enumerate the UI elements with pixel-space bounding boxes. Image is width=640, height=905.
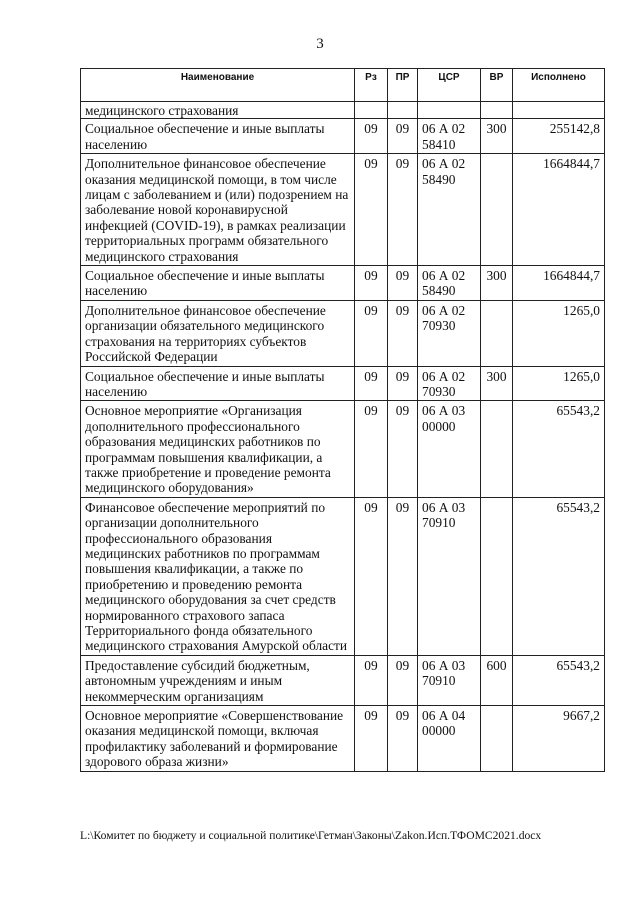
- header-name: Наименование: [81, 69, 355, 102]
- table-row: [81, 366, 605, 401]
- row-name-cell: Основное мероприятие «Совершенствование оказания медицинской помощи, включая профилактику заболеваний и формирование здорового образа жизни»: [81, 706, 355, 772]
- row-csr-cell: 06 А 02 58490: [418, 154, 481, 266]
- header-csr: ЦСР: [418, 69, 481, 102]
- row-pr-cell: 09: [388, 655, 418, 705]
- row-pr-cell: 09: [388, 266, 418, 301]
- row-rz-cell: 09: [355, 706, 388, 772]
- row-amount-cell: 1664844,7: [513, 154, 605, 266]
- row-pr-cell: 09: [388, 300, 418, 366]
- row-pr-cell: 09: [388, 497, 418, 655]
- row-pr-cell: 09: [388, 366, 418, 401]
- empty-cell: [418, 102, 481, 119]
- row-csr-cell: 06 А 02 58490: [418, 266, 481, 301]
- row-csr-cell: 06 А 04 00000: [418, 706, 481, 772]
- row-pr-cell: 09: [388, 401, 418, 497]
- row-rz-cell: 09: [355, 401, 388, 497]
- table-row: [81, 401, 605, 497]
- row-vr-cell: [481, 497, 513, 655]
- row-name-cell: Финансовое обеспечение мероприятий по организации дополнительного профессионального образования медицинских работников по программам повышения квалификации, а также по приобретению и проведению ремонта медицинского оборудования за счет средств нормированного страхового запаса Территориального фонда обязательного медицинского страхования Амурской области: [81, 497, 355, 655]
- table-row: [81, 119, 605, 154]
- empty-cell: [481, 102, 513, 119]
- table-row: [81, 154, 605, 266]
- row-vr-cell: 300: [481, 266, 513, 301]
- row-rz-cell: 09: [355, 266, 388, 301]
- row-name-cell: Дополнительное финансовое обеспечение оказания медицинской помощи, в том числе лицам с заболеванием и (или) подозрением на заболевание новой коронавирусной инфекцией (COVID-19), в рамках реализации территориальных программ обязательного медицинского страхования: [81, 154, 355, 266]
- row-csr-cell: 06 А 02 70930: [418, 366, 481, 401]
- row-rz-cell: 09: [355, 119, 388, 154]
- row-csr-cell: 06 А 03 00000: [418, 401, 481, 497]
- row-csr-cell: 06 А 02 70930: [418, 300, 481, 366]
- empty-cell: [355, 102, 388, 119]
- page-number: 3: [316, 36, 324, 52]
- row-amount-cell: 1664844,7: [513, 266, 605, 301]
- continuation-text: медицинского страхования: [81, 102, 355, 119]
- row-name-cell: Социальное обеспечение и иные выплаты населению: [81, 366, 355, 401]
- table-row: [81, 266, 605, 301]
- empty-cell: [513, 102, 605, 119]
- table-row: [81, 300, 605, 366]
- table-header-row: [81, 69, 605, 102]
- row-rz-cell: 09: [355, 655, 388, 705]
- row-amount-cell: 9667,2: [513, 706, 605, 772]
- row-amount-cell: 65543,2: [513, 655, 605, 705]
- row-name-cell: Социальное обеспечение и иные выплаты населению: [81, 119, 355, 154]
- row-pr-cell: 09: [388, 154, 418, 266]
- row-rz-cell: 09: [355, 154, 388, 266]
- table-row-continuation: [81, 102, 605, 119]
- row-vr-cell: 300: [481, 366, 513, 401]
- table-row: [81, 497, 605, 655]
- row-vr-cell: [481, 300, 513, 366]
- row-csr-cell: 06 А 02 58410: [418, 119, 481, 154]
- row-name-cell: Основное мероприятие «Организация дополнительного профессионального образования медицинских работников по программам повышения квалификации, а также приобретение и проведение ремонта медицинского оборудования»: [81, 401, 355, 497]
- row-rz-cell: 09: [355, 366, 388, 401]
- row-csr-cell: 06 А 03 70910: [418, 497, 481, 655]
- row-amount-cell: 65543,2: [513, 401, 605, 497]
- row-amount-cell: 1265,0: [513, 300, 605, 366]
- header-amount: Исполнено: [513, 69, 605, 102]
- row-vr-cell: 300: [481, 119, 513, 154]
- empty-cell: [388, 102, 418, 119]
- row-name-cell: Социальное обеспечение и иные выплаты населению: [81, 266, 355, 301]
- row-amount-cell: 255142,8: [513, 119, 605, 154]
- row-vr-cell: 600: [481, 655, 513, 705]
- table-row: [81, 706, 605, 772]
- table-row: [81, 655, 605, 705]
- row-rz-cell: 09: [355, 300, 388, 366]
- header-rz: Рз: [355, 69, 388, 102]
- row-vr-cell: [481, 401, 513, 497]
- footer-file-path: L:\Комитет по бюджету и социальной политике\Гетман\Законы\Zakon.Исп.ТФОМС2021.docx: [80, 829, 542, 842]
- row-csr-cell: 06 А 03 70910: [418, 655, 481, 705]
- header-vr: ВР: [481, 69, 513, 102]
- header-pr: ПР: [388, 69, 418, 102]
- row-name-cell: Предоставление субсидий бюджетным, автономным учреждениям и иным некоммерческим организациям: [81, 655, 355, 705]
- row-pr-cell: 09: [388, 119, 418, 154]
- row-rz-cell: 09: [355, 497, 388, 655]
- row-pr-cell: 09: [388, 706, 418, 772]
- row-vr-cell: [481, 706, 513, 772]
- row-name-cell: Дополнительное финансовое обеспечение организации обязательного медицинского страхования на территориях субъектов Российской Федерации: [81, 300, 355, 366]
- row-amount-cell: 1265,0: [513, 366, 605, 401]
- row-vr-cell: [481, 154, 513, 266]
- row-amount-cell: 65543,2: [513, 497, 605, 655]
- budget-execution-table: [80, 68, 605, 772]
